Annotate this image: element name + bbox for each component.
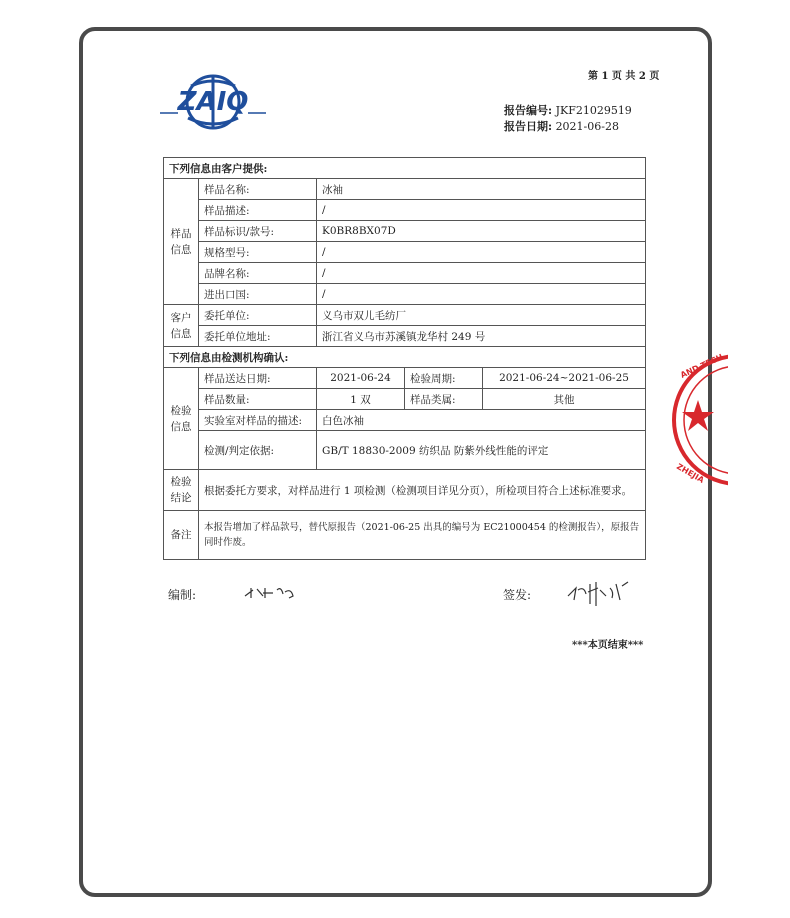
- conclusion-text: 根据委托方要求，对样品进行 1 项检测（检测项目详见分页），所检项目符合上述标准要求。: [199, 470, 646, 511]
- remark-label: 备注: [164, 511, 199, 560]
- period-value: 2021-06-24~2021-06-25: [483, 368, 646, 389]
- lab-section-title: 下列信息由检测机构确认:: [164, 347, 646, 368]
- quantity-label: 样品数量:: [199, 389, 317, 410]
- basis-label: 检测/判定依据:: [199, 431, 317, 470]
- logo-text: ZAIQ: [177, 87, 249, 117]
- sample-desc-value: /: [317, 200, 646, 221]
- category-label: 样品类属:: [405, 389, 483, 410]
- compiled-by-label: 编制:: [168, 588, 197, 602]
- sample-id-value: K0BR8BX07D: [317, 221, 646, 242]
- sample-desc-label: 样品描述:: [199, 200, 317, 221]
- signed-by-label: 签发:: [503, 588, 532, 602]
- country-value: /: [317, 284, 646, 305]
- test-info-group: 检验 信息: [164, 368, 199, 470]
- inspection-seal: [668, 350, 728, 490]
- lab-desc-value: 白色冰袖: [317, 410, 646, 431]
- brand-label: 品牌名称:: [199, 263, 317, 284]
- brand-value: /: [317, 263, 646, 284]
- page-number: 第 1 页 共 2 页: [588, 71, 660, 82]
- svg-text:ZHEJIA: ZHEJIA: [675, 461, 706, 485]
- period-label: 检验周期:: [405, 368, 483, 389]
- sample-id-label: 样品标识/款号:: [199, 221, 317, 242]
- basis-value: GB/T 18830-2009 纺织品 防紫外线性能的评定: [317, 431, 646, 470]
- remark-text: 本报告增加了样品款号，替代原报告（2021-06-25 出具的编号为 EC21000454 的检测报告），原报告同时作废。: [199, 511, 646, 560]
- report-date-label: 报告日期:: [504, 120, 553, 133]
- receive-date-label: 样品送达日期:: [199, 368, 317, 389]
- sample-name-label: 样品名称:: [199, 179, 317, 200]
- category-value: 其他: [483, 389, 646, 410]
- spec-label: 规格型号:: [199, 242, 317, 263]
- zaiq-logo: [158, 72, 268, 138]
- signer-signature: [566, 578, 634, 608]
- client-address-label: 委托单位地址:: [199, 326, 317, 347]
- report-number-label: 报告编号:: [504, 104, 553, 117]
- lab-desc-label: 实验室对样品的描述:: [199, 410, 317, 431]
- client-info-group: 客户 信息: [164, 305, 199, 347]
- page-end-mark: ***本页结束***: [572, 640, 644, 651]
- compiled-signature: [243, 584, 298, 602]
- sample-info-group: 样品 信息: [164, 179, 199, 305]
- client-label: 委托单位:: [199, 305, 317, 326]
- client-section-title: 下列信息由客户提供:: [164, 158, 646, 179]
- country-label: 进出口国:: [199, 284, 317, 305]
- report-table: [163, 157, 646, 560]
- conclusion-label: 检验 结论: [164, 470, 199, 511]
- report-number: JKF21029519: [555, 104, 632, 117]
- client-address-value: 浙江省义乌市苏溪镇龙华村 249 号: [317, 326, 646, 347]
- report-meta: [504, 103, 632, 135]
- sample-name-value: 冰袖: [317, 179, 646, 200]
- spec-value: /: [317, 242, 646, 263]
- receive-date-value: 2021-06-24: [317, 368, 405, 389]
- svg-text:AND TECH: AND TECH: [679, 352, 725, 380]
- client-value: 义乌市双儿毛纺厂: [317, 305, 646, 326]
- report-date: 2021-06-28: [555, 120, 619, 133]
- quantity-value: 1 双: [317, 389, 405, 410]
